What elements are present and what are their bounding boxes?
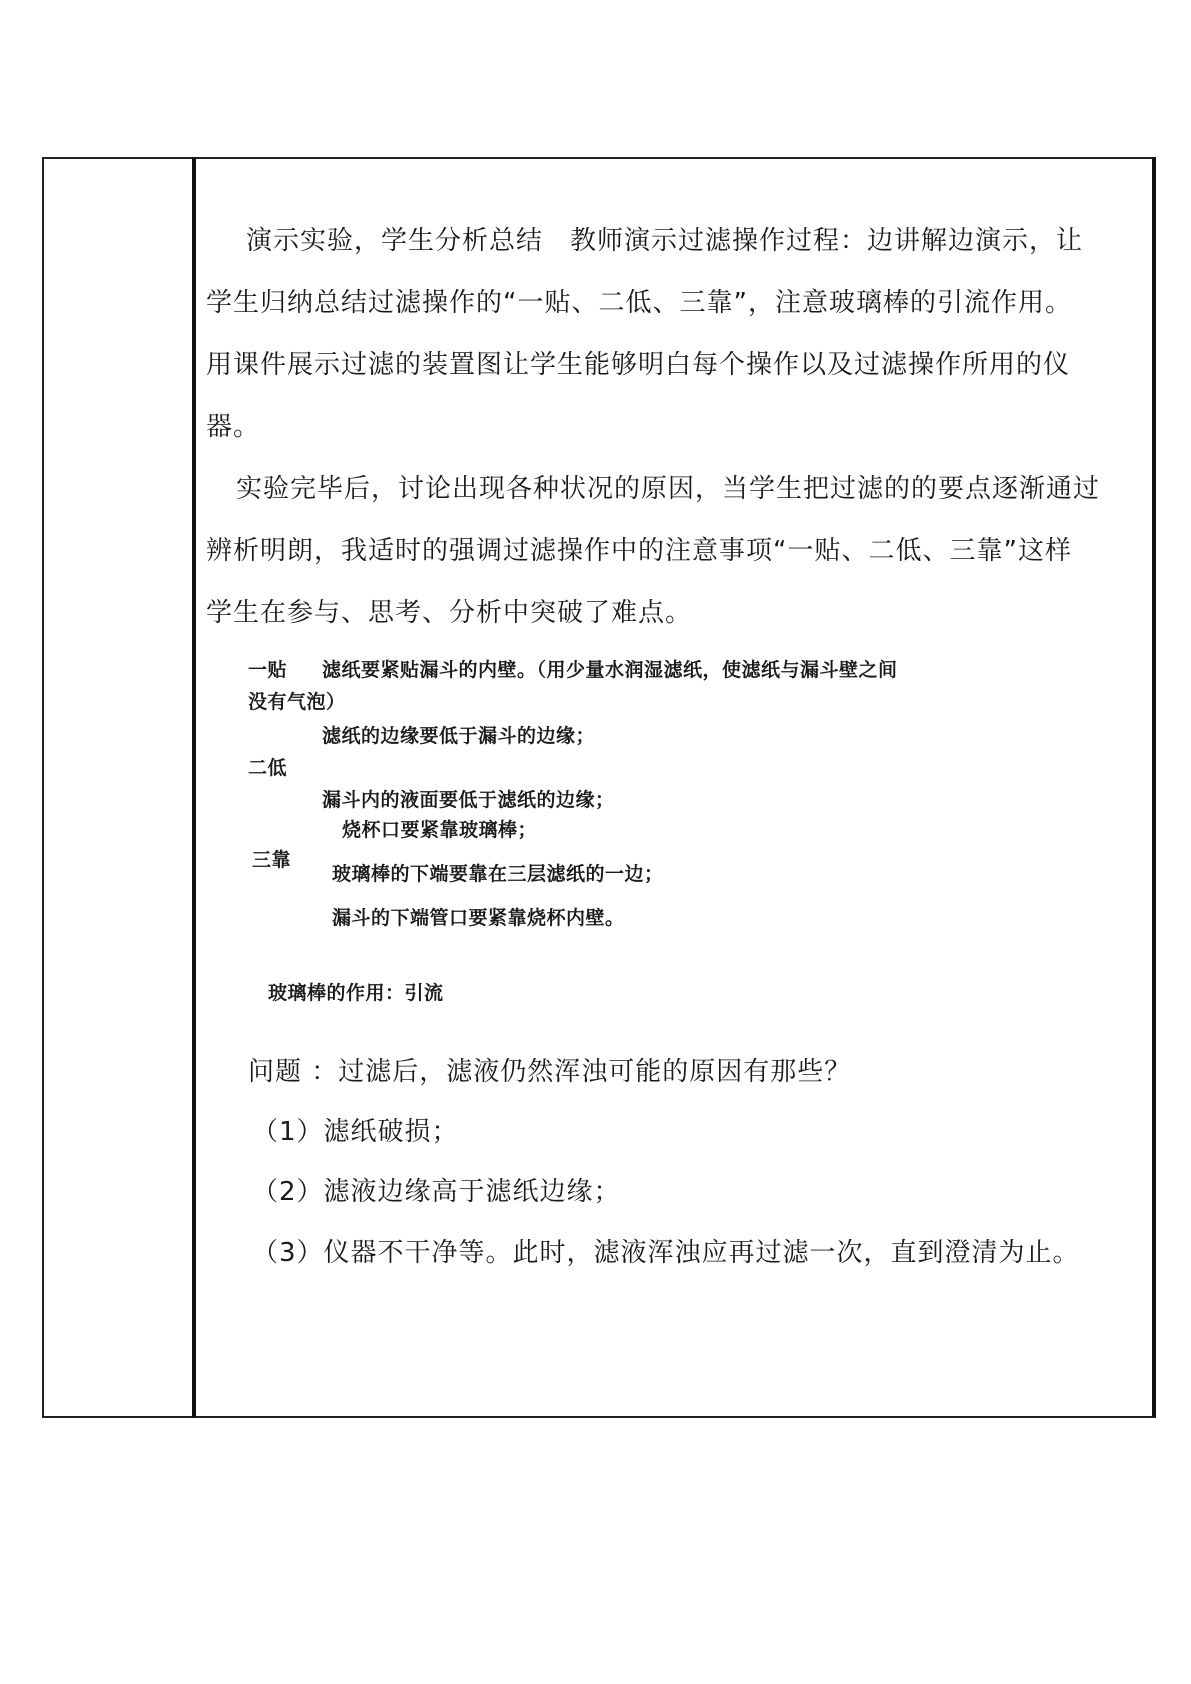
intro-line-2: 学生归纳总结过滤操作的“一贴、二低、三靠”，注意玻璃棒的引流作用。: [206, 288, 1072, 318]
question-prompt: 问题 ：过滤后，滤液仍然浑浊可能的原因有那些？: [248, 1057, 852, 1087]
intro-line-4: 器。: [206, 412, 261, 442]
rule-sankao-item-2: 玻璃棒的下端要靠在三层滤纸的一边；: [332, 863, 664, 885]
rule-erdi-item-2: 漏斗内的液面要低于滤纸的边缘；: [322, 789, 615, 811]
rule-sankao-item-3: 漏斗的下端管口要紧靠烧杯内壁。: [332, 907, 625, 929]
rule-yitie-continued: 没有气泡）: [248, 691, 346, 713]
rule-yitie-text: 滤纸要紧贴漏斗的内壁。（用少量水润湿滤纸，使滤纸与漏斗壁之间: [322, 659, 898, 681]
rule-label-erdi: 二低: [248, 757, 288, 779]
discussion-line-2: 辨析明朗，我适时的强调过滤操作中的注意事项“一贴、二低、三靠”这样: [206, 536, 1072, 566]
glass-rod-role: 玻璃棒的作用：引流: [268, 982, 444, 1004]
discussion-line-1: 实验完毕后，讨论出现各种状况的原因，当学生把过滤的的要点逐渐通过: [236, 474, 1101, 504]
intro-line-3: 用课件展示过滤的装置图让学生能够明白每个操作以及过滤操作所用的仪: [206, 350, 1071, 380]
table-cell-left: [42, 157, 192, 1418]
rule-sankao-item-1: 烧杯口要紧靠玻璃棒；: [342, 819, 538, 841]
rule-label-sankao: 三靠: [252, 849, 292, 871]
rule-erdi-item-1: 滤纸的边缘要低于漏斗的边缘；: [322, 725, 596, 747]
question-item-3: （3）仪器不干净等。此时，滤液浑浊应再过滤一次，直到澄清为止。: [252, 1238, 1080, 1268]
discussion-line-3: 学生在参与、思考、分析中突破了难点。: [206, 598, 693, 628]
rule-label-yitie: 一贴: [248, 659, 288, 681]
intro-line-1: 演示实验，学生分析总结 教师演示过滤操作过程：边讲解边演示，让: [246, 226, 1084, 256]
question-item-1: （1）滤纸破损；: [252, 1117, 459, 1147]
question-item-2: （2）滤液边缘高于滤纸边缘；: [252, 1177, 621, 1207]
